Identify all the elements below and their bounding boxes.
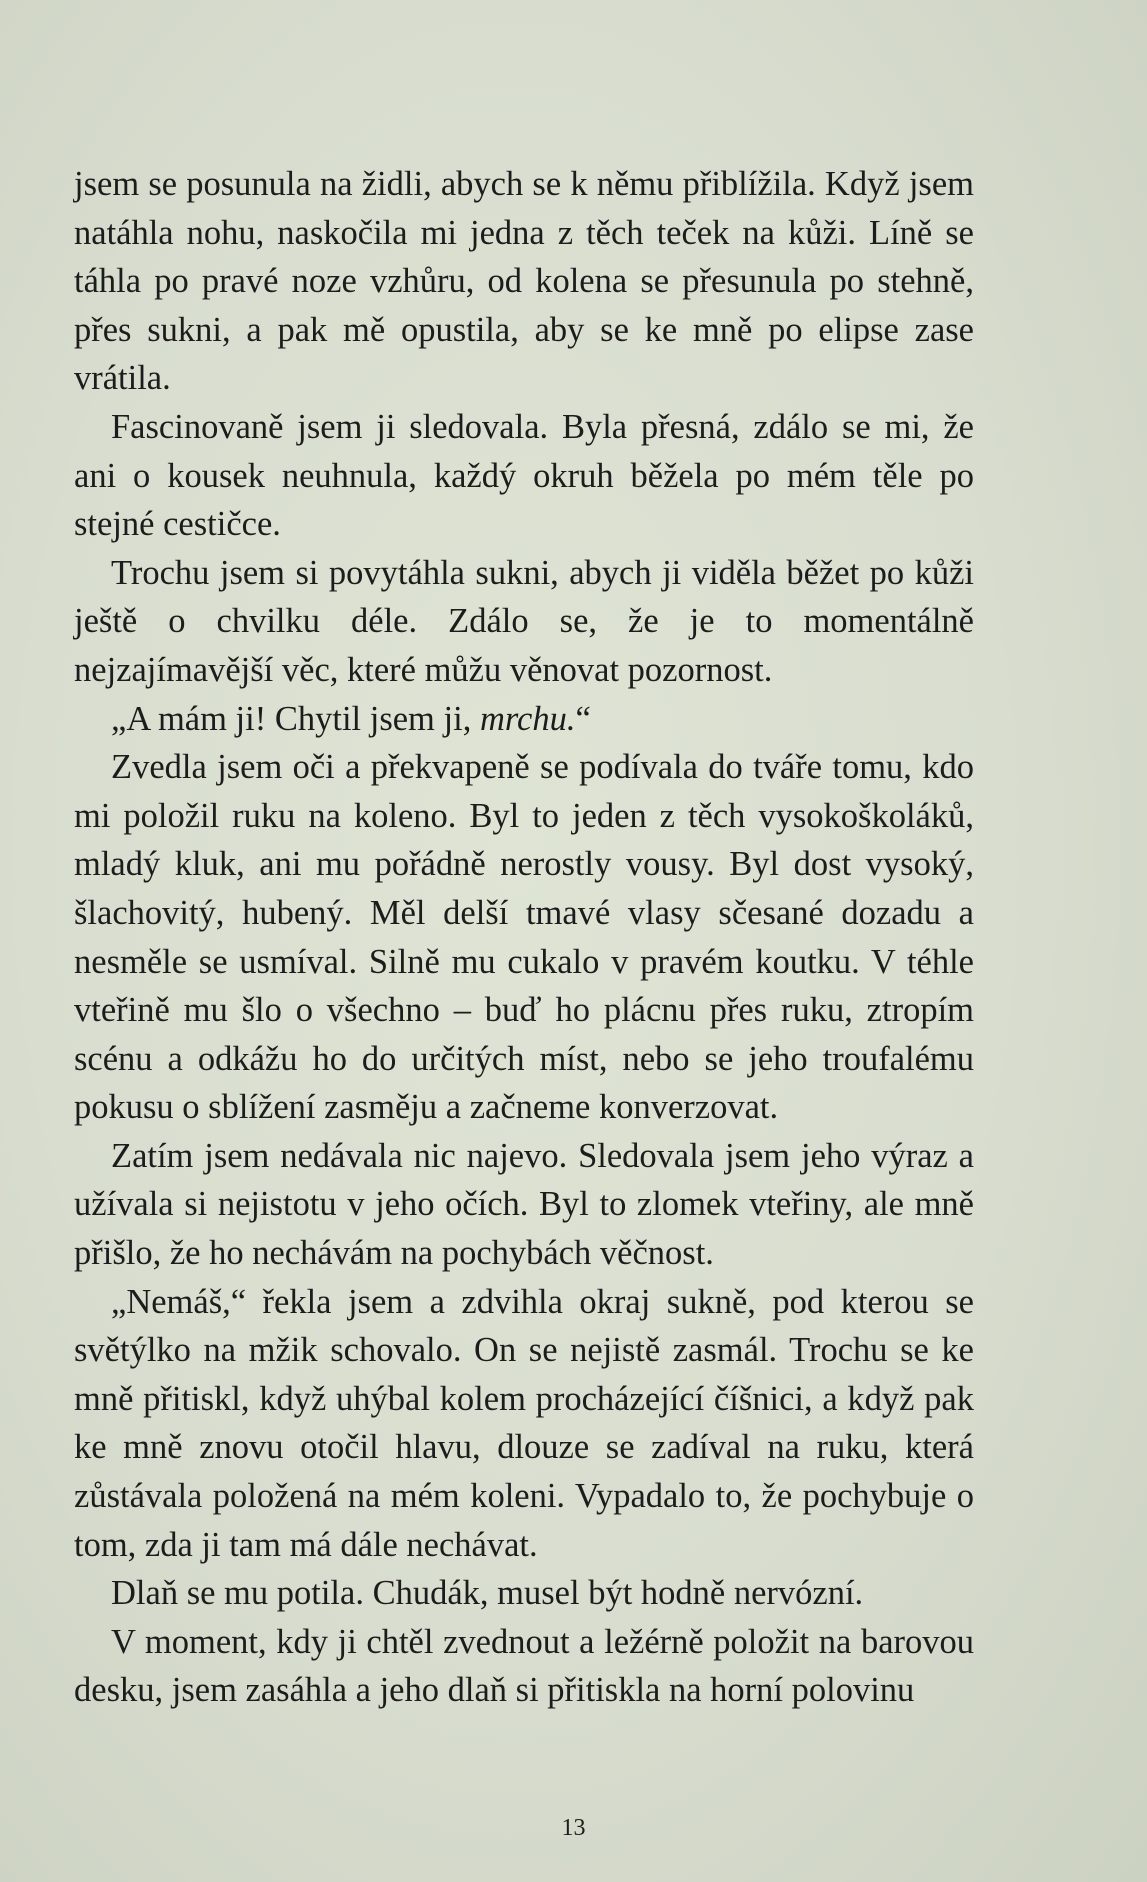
paragraph-8: Dlaň se mu potila. Chudák, musel být hodně nervózní. (111, 1574, 864, 1613)
quote-text: „A mám ji! Chytil jsem ji, (111, 699, 480, 738)
paragraph-2: Fascinovaně jsem ji sledovala. Byla přesná, zdálo se mi, že ani o kousek neuhnula, každý okruh běžela po mém těle po stejné cestičce. (74, 407, 974, 544)
paragraph-7: „Nemáš,“ řekla jsem a zdvihla okraj sukně, pod kterou se světýlko na mžik schovalo. On se nejistě zasmál. Trochu se ke mně přitiskl, když uhýbal kolem procházející číšnici, a když pak ke mně znovu otočil hlavu, dlouze se zadíval na ruku, která zůstávala položená na mém koleni. Vypadalo to, že pochybuje o tom, zda ji tam má dále nechávat. (74, 1282, 974, 1564)
paragraph-6: Zatím jsem nedávala nic najevo. Sledovala jsem jeho výraz a užívala si nejistotu v jeho očích. Byl to zlomek vteřiny, ale mně přišlo, že ho nechávám na pochybách věčnost. (74, 1136, 974, 1273)
paragraph-3: Trochu jsem si povytáhla sukni, abych ji viděla běžet po kůži ještě o chvilku déle. Zdálo se, že je to momentálně nejzajímavější věc, které můžu věnovat pozornost. (74, 553, 974, 689)
quote-close: “ (575, 699, 591, 738)
paragraph-5: Zvedla jsem oči a překvapeně se podívala do tváře tomu, kdo mi položil ruku na koleno. Byl to jeden z těch vysokoškoláků, mladý kluk, ani mu pořádně nerostly vousy. Byl dost vysoký, šlachovitý, hubený. Měl delší tmavé vlasy sčesané dozadu a nesměle se usmíval. Silně mu cukalo v pravém koutku. V téhle vteřině mu šlo o všechno – buď ho plácnu přes ruku, ztropím scénu a odkážu ho do určitých míst, nebo se jeho troufalému pokusu o sblížení zasměju a začneme konverzovat. (74, 748, 974, 1127)
body-text (74, 160, 974, 1715)
page-number: 13 (561, 1815, 586, 1841)
quote-italic: mrchu. (479, 699, 576, 738)
paragraph-9: V moment, kdy ji chtěl zvednout a ležérně položit na barovou desku, jsem zasáhla a jeho dlaň si přitiskla na horní polovinu (74, 1622, 974, 1710)
paragraph-1: jsem se posunula na židli, abych se k němu přiblížila. Když jsem natáhla nohu, naskočila mi jedna z těch teček na kůži. Líně se táhla po pravé noze vzhůru, od kolena se přesunula po stehně, přes sukni, a pak mě opustila, aby se ke mně po elipse zase vrátila. (74, 165, 974, 398)
paragraph-quote (74, 695, 974, 744)
